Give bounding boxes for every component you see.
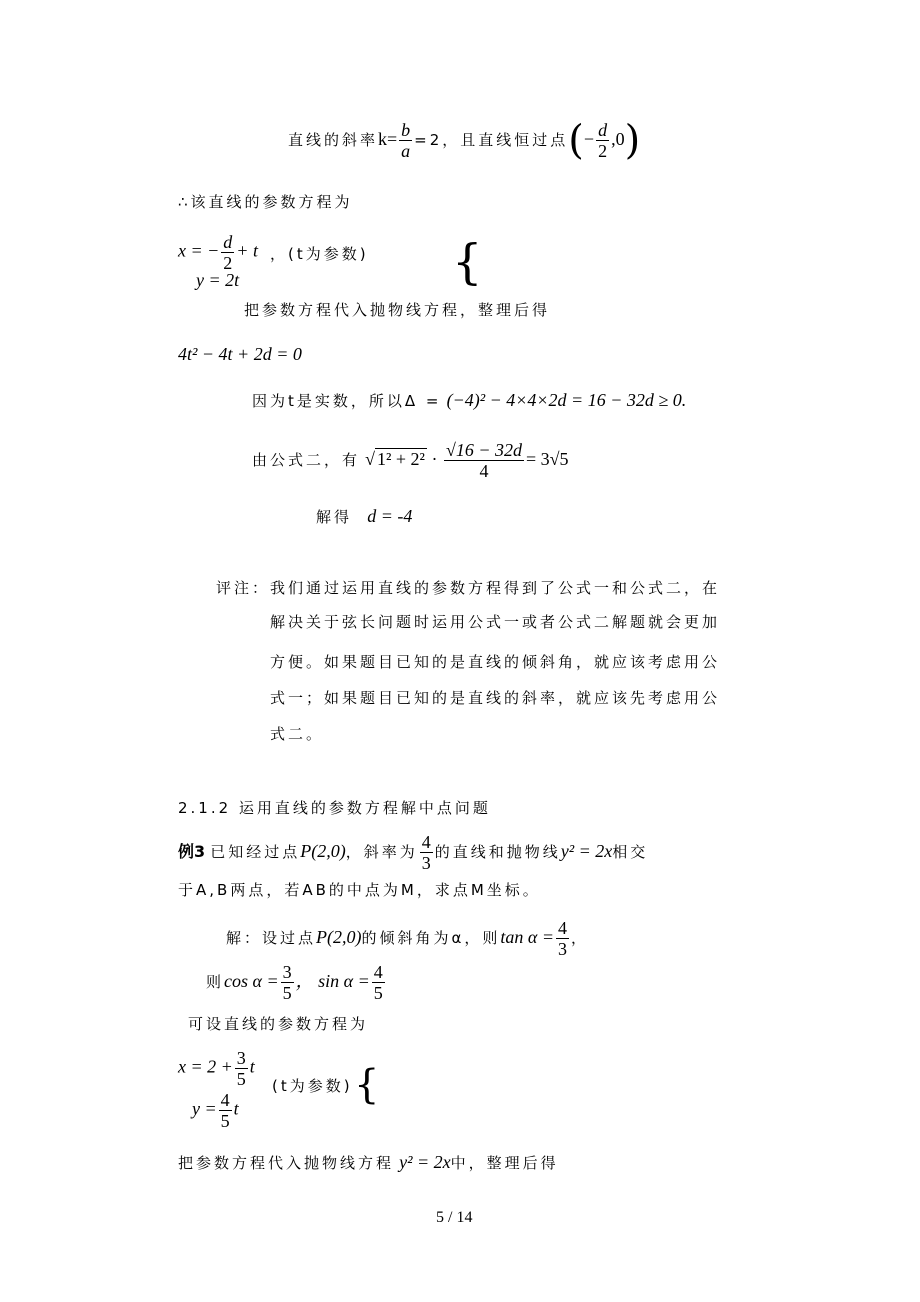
formula-line: 由公式二，有 √ 1² + 2² · $\frac{√16 - 32d}{4}$ = 3√5 <box>252 440 569 481</box>
page-number: 5 / 14 <box>436 1209 473 1226</box>
comment-line-3: 方便。如果题目已知的是直线的倾斜角，就应该考虑用公 <box>270 653 721 671</box>
brace-icon: { <box>354 1062 380 1108</box>
t-var: t <box>233 1098 239 1119</box>
solve-line <box>316 506 412 527</box>
frac-den: 3 <box>558 939 567 959</box>
last-text: 把参数方程代入抛物线方程 <box>178 1154 395 1172</box>
param2-note: (t为参数) <box>272 1077 353 1095</box>
solution-line-1 <box>226 918 589 959</box>
frac-num: 3 <box>282 962 292 982</box>
fraction-d-2 <box>221 232 234 273</box>
paren-right: ) <box>624 117 641 164</box>
y-eq-left: y = <box>192 1098 217 1119</box>
solve-text: 解得 <box>316 508 353 526</box>
example-text: 的直线和抛物线 <box>434 843 561 861</box>
frac-num: 4 <box>220 1090 230 1110</box>
minus-sign: − <box>583 129 595 149</box>
frac-num: 4 <box>421 832 431 852</box>
example-text: ，斜率为 <box>345 843 418 861</box>
frac-num: d <box>598 120 608 140</box>
frac-den: 5 <box>282 983 292 1003</box>
discriminant-text: 因为t是实数，所以Δ = <box>252 392 442 410</box>
param2-x-eq <box>178 1048 255 1089</box>
sqrt-sign: √ <box>365 449 375 469</box>
param-note: ，(t为参数) <box>270 245 369 263</box>
x-eq-left: x = 2 + <box>178 1056 233 1077</box>
comment-line-2: 解决关于弦长问题时运用公式一或者公式二解题就会更加 <box>270 613 721 631</box>
parabola-eq: y² = 2x <box>560 841 613 861</box>
solution-text: 的倾斜角为α，则 <box>361 929 501 947</box>
example-line-2: 于A,B两点，若AB的中点为M，求点M坐标。 <box>178 881 541 899</box>
example-text: 已知经过点 <box>210 843 301 861</box>
param-y-eq: y = 2t <box>196 270 240 290</box>
solution-text: ， <box>571 929 590 947</box>
example-text: 相交 <box>612 843 649 861</box>
frac-num: √16 − 32d <box>445 440 522 460</box>
frac-num: 4 <box>558 918 567 938</box>
frac-num: b <box>401 120 411 140</box>
brace-icon: { <box>452 234 483 290</box>
discriminant-expr: (−4)² − 4×4×2d = 16 − 32d ≥ 0. <box>446 390 687 410</box>
fraction-sqrt <box>444 440 524 481</box>
frac-den: 2 <box>598 141 608 161</box>
solution-line-3: 可设直线的参数方程为 <box>188 1015 369 1033</box>
x-eq-right: + t <box>236 240 258 261</box>
quadratic-eq: 4t² − 4t + 2d = 0 <box>178 344 302 364</box>
example-label: 例3 <box>178 842 206 861</box>
parabola-eq: y² = 2x <box>399 1152 451 1172</box>
x-eq-left: x = − <box>178 240 220 261</box>
fixed-point-text: =2，且直线恒过点 <box>414 131 569 149</box>
last-text: 中，整理后得 <box>450 1154 559 1172</box>
comment-line-1: 评注：我们通过运用直线的参数方程得到了公式一和公式二，在 <box>216 579 721 597</box>
cos-expr: cos α = <box>224 971 279 991</box>
fraction-4-5 <box>372 962 385 1003</box>
substitute-line: 把参数方程代入抛物线方程，整理后得 <box>244 301 551 319</box>
tan-expr: tan α = <box>500 927 554 947</box>
discriminant-line <box>252 390 686 411</box>
fraction-d-2 <box>596 120 609 161</box>
comment-line-4: 式一；如果题目已知的是直线的斜率，就应该先考虑用公 <box>270 689 721 707</box>
line-slope <box>288 117 641 164</box>
formula-result: = 3√5 <box>526 449 569 469</box>
t-var: t <box>249 1056 255 1077</box>
point-p: P(2,0) <box>300 841 346 861</box>
slope-text: 直线的斜率 <box>288 131 379 149</box>
frac-den: 5 <box>373 983 383 1003</box>
paren-left: ( <box>568 117 584 164</box>
solution-line-2 <box>206 962 387 1003</box>
solve-result: d = -4 <box>367 506 413 526</box>
frac-den: 4 <box>479 461 489 481</box>
frac-den: a <box>401 141 411 161</box>
section-heading: 2.1.2 运用直线的参数方程解中点问题 <box>178 799 491 817</box>
frac-num: 4 <box>373 962 383 982</box>
frac-den: 5 <box>236 1069 246 1089</box>
example-line <box>178 832 648 873</box>
comment-line-5: 式二。 <box>270 725 325 743</box>
solution-text: 则 <box>206 973 225 991</box>
frac-den: 3 <box>421 853 431 873</box>
fraction-4-5 <box>219 1090 232 1131</box>
k-label: k= <box>378 129 398 149</box>
fraction-b-a <box>399 120 412 161</box>
frac-den: 2 <box>223 253 233 273</box>
formula-text: 由公式二，有 <box>252 451 361 469</box>
fraction-4-3 <box>420 832 433 873</box>
frac-num: d <box>223 232 233 252</box>
sin-expr: ， sin α = <box>295 971 370 991</box>
solution-text: 解：设过点 <box>226 929 317 947</box>
point-tail: ,0 <box>611 129 625 149</box>
param-x-eq <box>178 232 258 273</box>
point-p: P(2,0) <box>316 927 362 947</box>
frac-den: 5 <box>220 1111 230 1131</box>
fraction-3-5 <box>235 1048 248 1089</box>
param2-y-eq <box>192 1090 239 1131</box>
fraction-4-3 <box>556 918 569 959</box>
last-line <box>178 1152 559 1173</box>
sqrt-term: 1² + 2² <box>377 449 425 469</box>
frac-num: 3 <box>236 1048 246 1068</box>
fraction-3-5 <box>281 962 294 1003</box>
param-intro: ∴该直线的参数方程为 <box>178 193 353 211</box>
